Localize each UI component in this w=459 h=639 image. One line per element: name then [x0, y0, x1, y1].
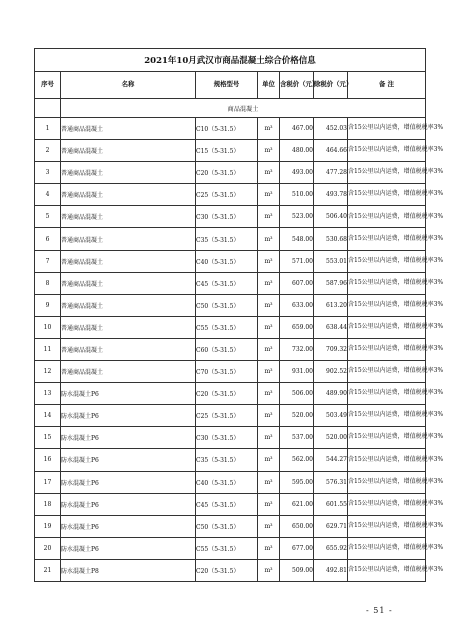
- table-row: [35, 118, 426, 140]
- cell-spec: C50（5-31.5）: [196, 515, 258, 537]
- cell-tax-price: 595.00: [280, 471, 314, 493]
- cell-note: 含15公里以内运费，增值税税率3%: [348, 559, 426, 581]
- table-row: [35, 206, 426, 228]
- cell-tax-price: 493.00: [280, 162, 314, 184]
- cell-name: 普通商品混凝土: [61, 272, 196, 294]
- cell-unit: m³: [258, 427, 280, 449]
- cell-ex-tax-price: 613.20: [314, 294, 348, 316]
- cell-no: 8: [35, 272, 61, 294]
- cell-spec: C60（5-31.5）: [196, 338, 258, 360]
- cell-spec: C50（5-31.5）: [196, 294, 258, 316]
- cell-no: 6: [35, 228, 61, 250]
- cell-no: 13: [35, 383, 61, 405]
- cell-ex-tax-price: 489.90: [314, 383, 348, 405]
- cell-spec: C55（5-31.5）: [196, 316, 258, 338]
- cell-name: 普通商品混凝土: [61, 361, 196, 383]
- table-row: [35, 559, 426, 581]
- cell-name: 普通商品混凝土: [61, 316, 196, 338]
- cell-note: 含15公里以内运费，增值税税率3%: [348, 294, 426, 316]
- cell-no: 12: [35, 361, 61, 383]
- cell-no: 7: [35, 250, 61, 272]
- cell-tax-price: 480.00: [280, 140, 314, 162]
- cell-no: 16: [35, 449, 61, 471]
- cell-ex-tax-price: 638.44: [314, 316, 348, 338]
- cell-note: 含15公里以内运费，增值税税率3%: [348, 537, 426, 559]
- cell-unit: m³: [258, 228, 280, 250]
- cell-ex-tax-price: 520.00: [314, 427, 348, 449]
- header-no: 序号: [35, 72, 61, 99]
- cell-spec: C30（5-31.5）: [196, 427, 258, 449]
- page-number: - 51 -: [366, 606, 393, 615]
- cell-name: 普通商品混凝土: [61, 250, 196, 272]
- cell-no: 15: [35, 427, 61, 449]
- cell-tax-price: 537.00: [280, 427, 314, 449]
- table-row: [35, 471, 426, 493]
- table-row: [35, 537, 426, 559]
- table-row: [35, 361, 426, 383]
- cell-no: 11: [35, 338, 61, 360]
- cell-ex-tax-price: 902.52: [314, 361, 348, 383]
- cell-spec: C45（5-31.5）: [196, 272, 258, 294]
- cell-no: 1: [35, 118, 61, 140]
- cell-unit: m³: [258, 361, 280, 383]
- cell-spec: C45（5-31.5）: [196, 493, 258, 515]
- cell-unit: m³: [258, 383, 280, 405]
- cell-name: 普通商品混凝土: [61, 228, 196, 250]
- cell-note: 含15公里以内运费，增值税税率3%: [348, 493, 426, 515]
- cell-no: 4: [35, 184, 61, 206]
- cell-note: 含15公里以内运费，增值税税率3%: [348, 162, 426, 184]
- cell-tax-price: 506.00: [280, 383, 314, 405]
- cell-note: 含15公里以内运费，增值税税率3%: [348, 206, 426, 228]
- cell-no: 3: [35, 162, 61, 184]
- cell-ex-tax-price: 629.71: [314, 515, 348, 537]
- cell-unit: m³: [258, 162, 280, 184]
- cell-spec: C55（5-31.5）: [196, 537, 258, 559]
- cell-unit: m³: [258, 338, 280, 360]
- cell-spec: C20（5-31.5）: [196, 162, 258, 184]
- cell-no: 20: [35, 537, 61, 559]
- cell-no: 5: [35, 206, 61, 228]
- cell-ex-tax-price: 587.96: [314, 272, 348, 294]
- cell-spec: C30（5-31.5）: [196, 206, 258, 228]
- header-row: [35, 72, 426, 99]
- cell-unit: m³: [258, 515, 280, 537]
- cell-ex-tax-price: 530.68: [314, 228, 348, 250]
- cell-spec: C40（5-31.5）: [196, 250, 258, 272]
- cell-unit: m³: [258, 184, 280, 206]
- cell-ex-tax-price: 452.03: [314, 118, 348, 140]
- cell-tax-price: 562.00: [280, 449, 314, 471]
- table-row: [35, 228, 426, 250]
- header-tax-price: 含税价（元）: [280, 72, 314, 99]
- header-spec: 规格型号: [196, 72, 258, 99]
- cell-note: 含15公里以内运费，增值税税率3%: [348, 383, 426, 405]
- cell-no: 18: [35, 493, 61, 515]
- cell-unit: m³: [258, 493, 280, 515]
- cell-name: 防水混凝土P6: [61, 405, 196, 427]
- cell-tax-price: 621.00: [280, 493, 314, 515]
- cell-spec: C35（5-31.5）: [196, 449, 258, 471]
- cell-note: 含15公里以内运费，增值税税率3%: [348, 140, 426, 162]
- cell-ex-tax-price: 503.49: [314, 405, 348, 427]
- section-label: 商品混凝土: [61, 99, 426, 118]
- cell-no: 19: [35, 515, 61, 537]
- cell-tax-price: 520.00: [280, 405, 314, 427]
- cell-ex-tax-price: 477.28: [314, 162, 348, 184]
- cell-ex-tax-price: 506.40: [314, 206, 348, 228]
- cell-tax-price: 633.00: [280, 294, 314, 316]
- cell-note: 含15公里以内运费，增值税税率3%: [348, 515, 426, 537]
- cell-unit: m³: [258, 140, 280, 162]
- cell-note: 含15公里以内运费，增值税税率3%: [348, 471, 426, 493]
- cell-ex-tax-price: 553.01: [314, 250, 348, 272]
- cell-spec: C15（5-31.5）: [196, 140, 258, 162]
- cell-no: 2: [35, 140, 61, 162]
- header-ex-tax-price: 除税价（元）: [314, 72, 348, 99]
- cell-tax-price: 523.00: [280, 206, 314, 228]
- cell-ex-tax-price: 493.78: [314, 184, 348, 206]
- cell-unit: m³: [258, 471, 280, 493]
- cell-tax-price: 677.00: [280, 537, 314, 559]
- cell-no: 17: [35, 471, 61, 493]
- cell-spec: C20（5-31.5）: [196, 559, 258, 581]
- header-name: 名称: [61, 72, 196, 99]
- cell-name: 普通商品混凝土: [61, 294, 196, 316]
- cell-unit: m³: [258, 206, 280, 228]
- cell-name: 防水混凝土P6: [61, 537, 196, 559]
- cell-unit: m³: [258, 250, 280, 272]
- cell-name: 防水混凝土P6: [61, 427, 196, 449]
- cell-name: 普通商品混凝土: [61, 118, 196, 140]
- table-row: [35, 250, 426, 272]
- cell-unit: m³: [258, 405, 280, 427]
- cell-ex-tax-price: 576.31: [314, 471, 348, 493]
- cell-unit: m³: [258, 537, 280, 559]
- cell-name: 防水混凝土P6: [61, 383, 196, 405]
- cell-unit: m³: [258, 449, 280, 471]
- cell-spec: C20（5-31.5）: [196, 383, 258, 405]
- cell-tax-price: 509.00: [280, 559, 314, 581]
- cell-ex-tax-price: 709.32: [314, 338, 348, 360]
- cell-spec: C40（5-31.5）: [196, 471, 258, 493]
- cell-unit: m³: [258, 294, 280, 316]
- table-row: [35, 449, 426, 471]
- table-row: [35, 272, 426, 294]
- cell-spec: C25（5-31.5）: [196, 405, 258, 427]
- table-row: [35, 184, 426, 206]
- cell-spec: C70（5-31.5）: [196, 361, 258, 383]
- cell-name: 普通商品混凝土: [61, 162, 196, 184]
- cell-note: 含15公里以内运费，增值税税率3%: [348, 272, 426, 294]
- cell-note: 含15公里以内运费，增值税税率3%: [348, 118, 426, 140]
- cell-note: 含15公里以内运费，增值税税率3%: [348, 361, 426, 383]
- cell-name: 普通商品混凝土: [61, 206, 196, 228]
- cell-name: 防水混凝土P6: [61, 515, 196, 537]
- cell-tax-price: 650.00: [280, 515, 314, 537]
- cell-ex-tax-price: 655.92: [314, 537, 348, 559]
- table-row: [35, 338, 426, 360]
- cell-name: 普通商品混凝土: [61, 184, 196, 206]
- table-row: [35, 294, 426, 316]
- cell-spec: C35（5-31.5）: [196, 228, 258, 250]
- cell-name: 防水混凝土P6: [61, 471, 196, 493]
- cell-note: 含15公里以内运费，增值税税率3%: [348, 405, 426, 427]
- cell-name: 防水混凝土P6: [61, 493, 196, 515]
- cell-name: 防水混凝土P6: [61, 449, 196, 471]
- cell-unit: m³: [258, 272, 280, 294]
- cell-name: 普通商品混凝土: [61, 338, 196, 360]
- cell-tax-price: 548.00: [280, 228, 314, 250]
- cell-no: 9: [35, 294, 61, 316]
- cell-tax-price: 571.00: [280, 250, 314, 272]
- table-row: [35, 316, 426, 338]
- table-row: [35, 140, 426, 162]
- cell-note: 含15公里以内运费，增值税税率3%: [348, 338, 426, 360]
- cell-ex-tax-price: 601.55: [314, 493, 348, 515]
- cell-no: 10: [35, 316, 61, 338]
- cell-tax-price: 467.00: [280, 118, 314, 140]
- cell-no: 21: [35, 559, 61, 581]
- table-row: [35, 162, 426, 184]
- table-row: [35, 383, 426, 405]
- cell-name: 防水混凝土P8: [61, 559, 196, 581]
- cell-ex-tax-price: 464.66: [314, 140, 348, 162]
- cell-name: 普通商品混凝土: [61, 140, 196, 162]
- cell-ex-tax-price: 492.81: [314, 559, 348, 581]
- cell-note: 含15公里以内运费，增值税税率3%: [348, 427, 426, 449]
- cell-spec: C10（5-31.5）: [196, 118, 258, 140]
- table-row: [35, 493, 426, 515]
- table-row: [35, 427, 426, 449]
- cell-tax-price: 931.00: [280, 361, 314, 383]
- cell-no: 14: [35, 405, 61, 427]
- cell-note: 含15公里以内运费，增值税税率3%: [348, 184, 426, 206]
- cell-tax-price: 607.00: [280, 272, 314, 294]
- header-note: 备 注: [348, 72, 426, 99]
- cell-note: 含15公里以内运费，增值税税率3%: [348, 449, 426, 471]
- header-unit: 单位: [258, 72, 280, 99]
- cell-note: 含15公里以内运费，增值税税率3%: [348, 250, 426, 272]
- table-row: [35, 515, 426, 537]
- cell-tax-price: 510.00: [280, 184, 314, 206]
- cell-ex-tax-price: 544.27: [314, 449, 348, 471]
- cell-unit: m³: [258, 559, 280, 581]
- cell-unit: m³: [258, 316, 280, 338]
- table-row: [35, 405, 426, 427]
- cell-note: 含15公里以内运费，增值税税率3%: [348, 228, 426, 250]
- table-title: 2021年10月武汉市商品混凝土综合价格信息: [35, 49, 426, 72]
- cell-tax-price: 659.00: [280, 316, 314, 338]
- price-table: [34, 48, 444, 582]
- cell-tax-price: 732.00: [280, 338, 314, 360]
- cell-unit: m³: [258, 118, 280, 140]
- cell-note: 含15公里以内运费，增值税税率3%: [348, 316, 426, 338]
- cell-spec: C25（5-31.5）: [196, 184, 258, 206]
